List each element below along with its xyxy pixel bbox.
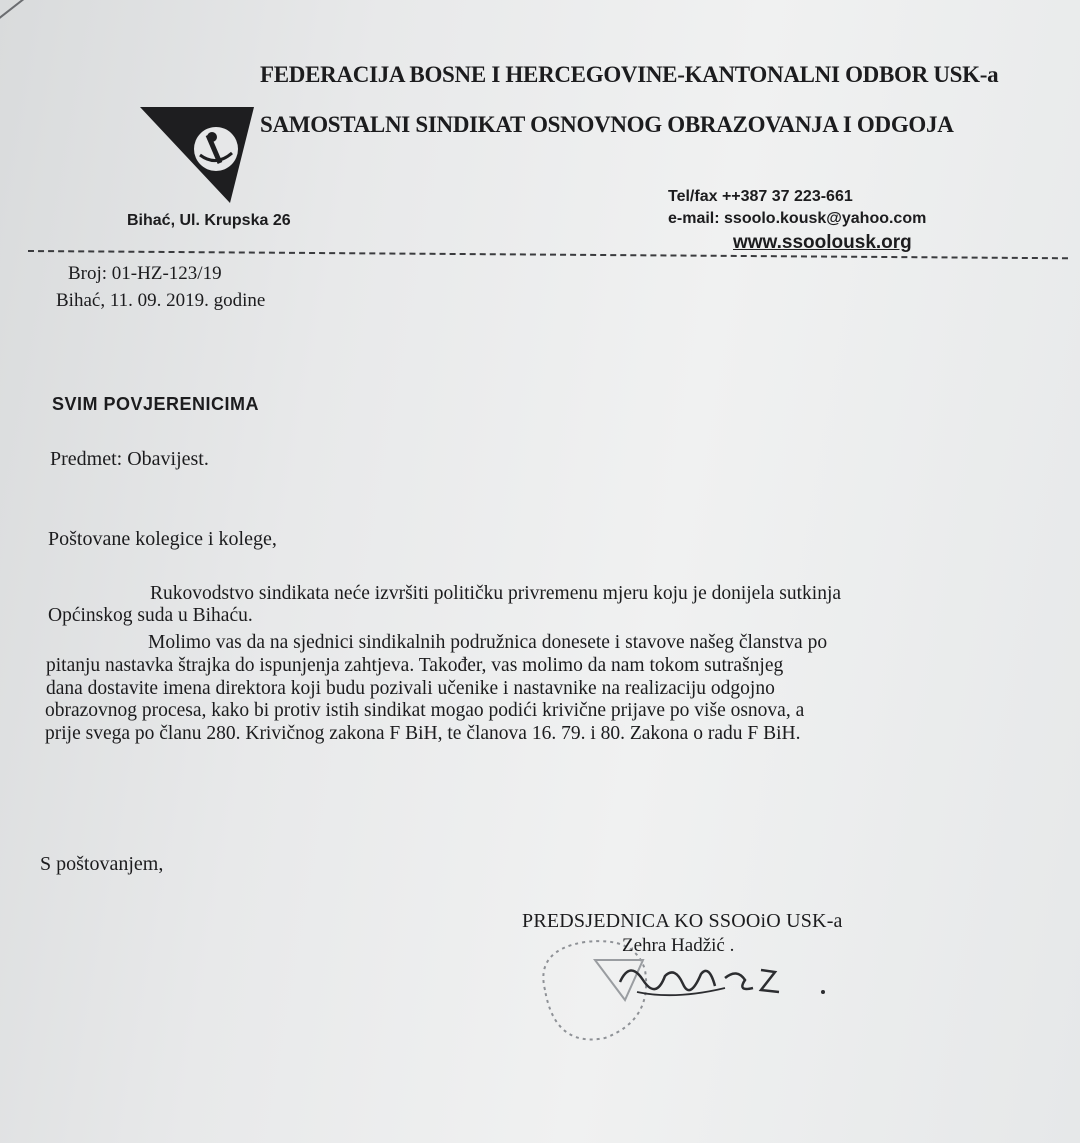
header-federation: FEDERACIJA BOSNE I HERCEGOVINE-KANTONALNI ODBOR USK-a [260,62,999,87]
website-link: www.ssoolousk.org [733,232,912,253]
body-line: dana dostavite imena direktora koji budu pozivali učenike i nastavnike na realizaciju odgojno [46,678,775,699]
office-address: Bihać, Ul. Krupska 26 [127,212,291,229]
fold-line [0,0,120,42]
union-logo-icon [138,105,256,205]
email-address: e-mail: ssoolo.kousk@yahoo.com [668,210,927,227]
closing-line: S poštovanjem, [40,853,164,875]
recipient-line: SVIM POVJERENICIMA [52,394,260,414]
body-line: pitanju nastavka štrajka do ispunjenja zahtjeva. Također, vas molimo da nam tokom sutrašnjeg [46,655,784,676]
telephone-fax: Tel/fax ++387 37 223-661 [668,188,853,205]
body-line: prije svega po članu 280. Krivičnog zakona F BiH, te članova 16. 79. i 80. Zakona o radu F BiH. [45,723,801,744]
body-line: Molimo vas da na sjednici sindikalnih podružnica donesete i stavove našeg članstva po [148,632,828,653]
body-line: obrazovnog procesa, kako bi protiv istih sindikat mogao podići krivične prijave po više osnova, a [45,700,805,721]
letter-date: Bihać, 11. 09. 2019. godine [56,290,266,311]
reference-number: Broj: 01-HZ-123/19 [68,263,222,284]
salutation: Poštovane kolegice i kolege, [48,528,277,550]
signatory-name: Zehra Hadžić . [622,935,735,956]
signature-title: PREDSJEDNICA KO SSOOiO USK-a [522,910,843,932]
body-line: Općinskog suda u Bihaću. [48,605,253,626]
body-line: Rukovodstvo sindikata neće izvršiti političku privremenu mjeru koju je donijela sutkinja [150,583,842,604]
subject-line: Predmet: Obavijest. [50,448,209,470]
header-union-name: SAMOSTALNI SINDIKAT OSNOVNOG OBRAZOVANJA I ODGOJA [260,112,954,137]
